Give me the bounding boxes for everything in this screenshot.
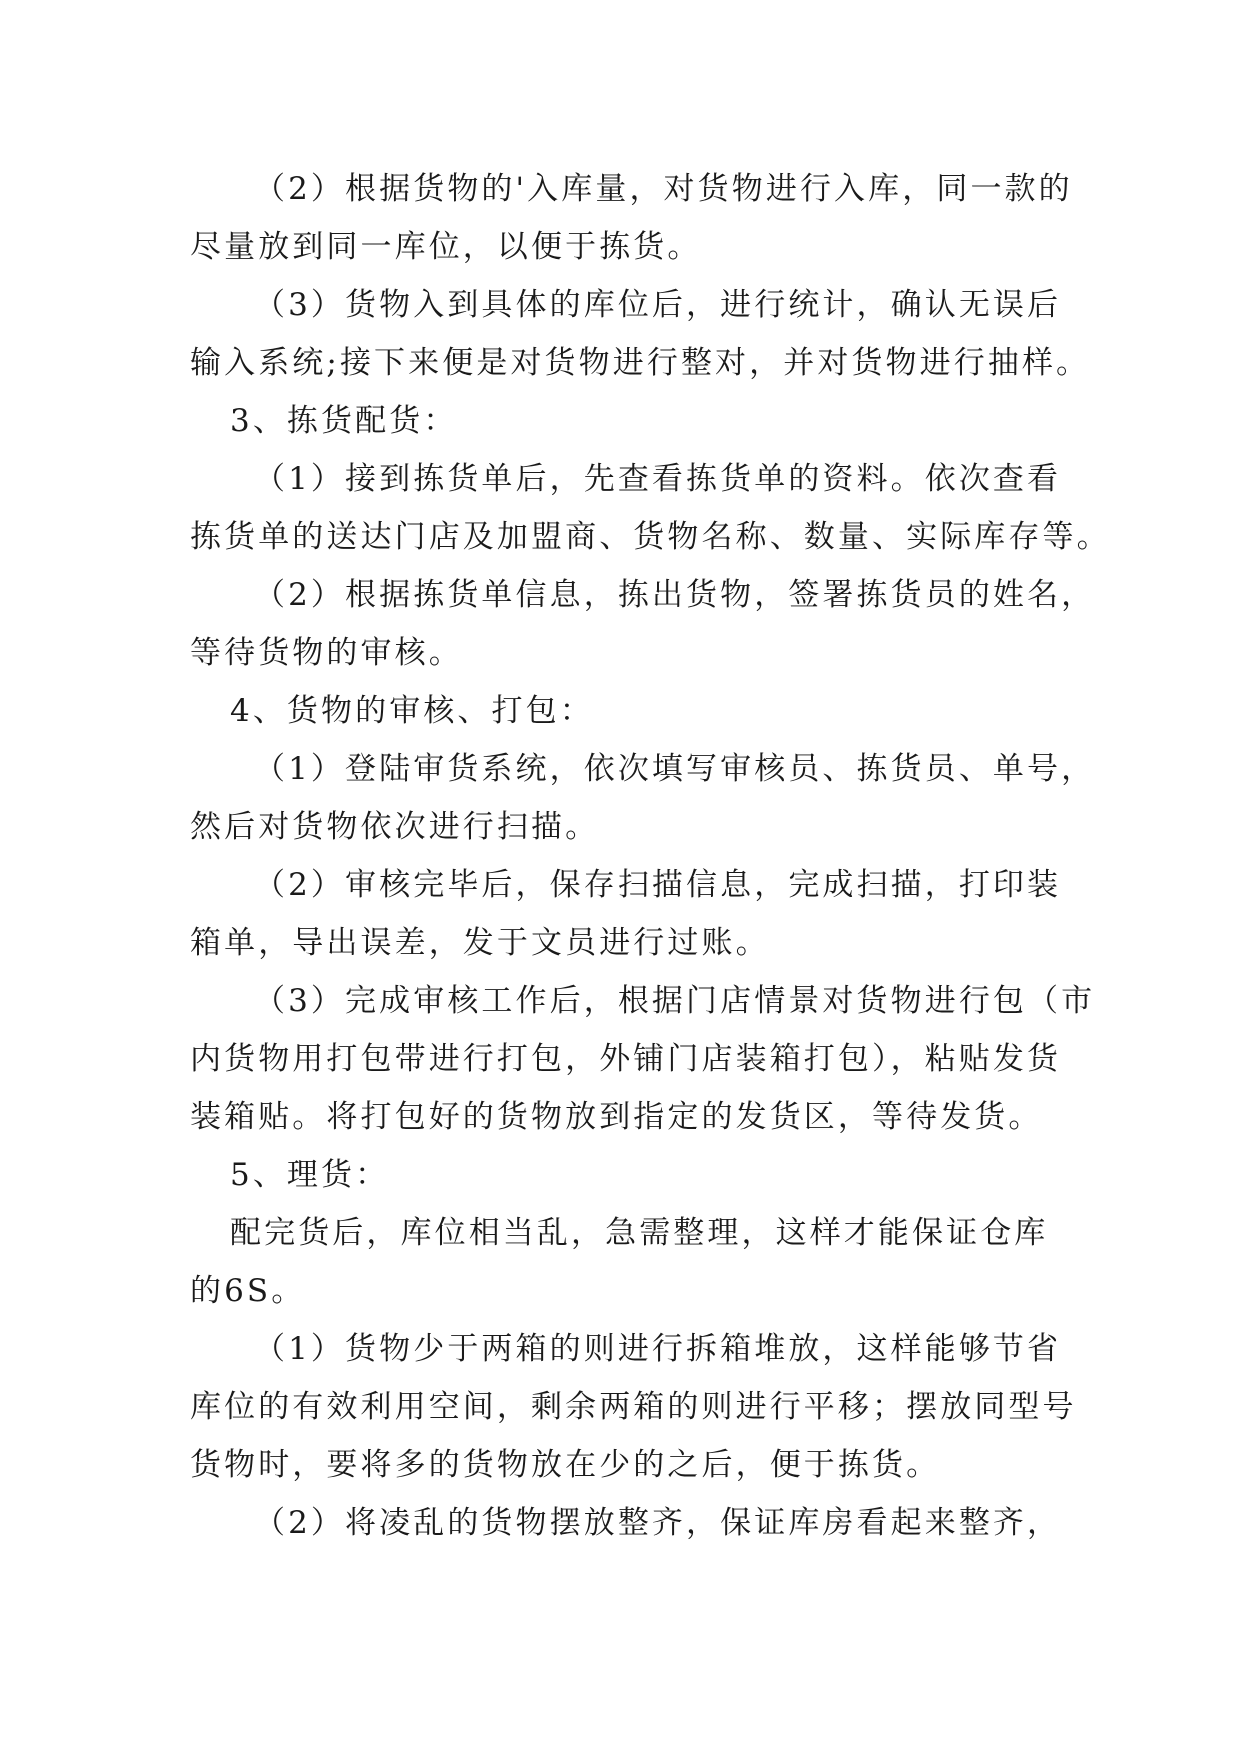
text-line: （2）审核完毕后，保存扫描信息，完成扫描，打印装 (254, 867, 1062, 903)
text-line: （1）接到拣货单后，先查看拣货单的资料。依次查看 (254, 461, 1062, 497)
paragraph (190, 1320, 1077, 1494)
paragraph (190, 276, 1091, 392)
section-heading (190, 682, 1070, 740)
section-heading (190, 392, 1070, 450)
text-line: 配完货后，库位相当乱，急需整理，这样才能保证仓库 (230, 1215, 1049, 1251)
paragraph (190, 856, 1070, 972)
text-line: 拣货单的送达门店及加盟商、货物名称、数量、实际库存等。 (190, 519, 1111, 555)
text-line: 然后对货物依次进行扫描。 (190, 809, 600, 845)
text-line: 5、理货： (230, 1157, 390, 1193)
paragraph (190, 1204, 1070, 1320)
document-page (190, 160, 1111, 1552)
text-line: 尽量放到同一库位，以便于拣货。 (190, 229, 702, 265)
text-line: 3、拣货配货： (230, 403, 458, 439)
text-line: 货物时，要将多的货物放在少的之后，便于拣货。 (190, 1447, 941, 1483)
text-line: 箱单，导出误差，发于文员进行过账。 (190, 925, 770, 961)
text-line: 等待货物的审核。 (190, 635, 463, 671)
text-line: （1）货物少于两箱的则进行拆箱堆放，这样能够节省 (254, 1331, 1062, 1367)
text-line: （3）完成审核工作后，根据门店情景对货物进行包（市 (254, 983, 1096, 1019)
text-line: （3）货物入到具体的库位后，进行统计，确认无误后 (254, 287, 1062, 323)
text-line: （2）根据货物的'入库量，对货物进行入库，同一款的 (254, 171, 1073, 207)
text-line: （2）根据拣货单信息，拣出货物，签署拣货员的姓名， (254, 577, 1096, 613)
paragraph (190, 566, 1096, 682)
paragraph (190, 740, 1096, 856)
text-line: （2）将凌乱的货物摆放整齐，保证库房看起来整齐， (254, 1505, 1062, 1541)
text-line: 内货物用打包带进行打包，外铺门店装箱打包），粘贴发货 (190, 1041, 1062, 1077)
section-heading (190, 1146, 1070, 1204)
text-line: 的6S。 (190, 1273, 306, 1309)
paragraph (190, 450, 1111, 566)
paragraph (190, 1494, 1070, 1552)
text-line: 装箱贴。将打包好的货物放到指定的发货区，等待发货。 (190, 1099, 1043, 1135)
text-line: 库位的有效利用空间，剩余两箱的则进行平移；摆放同型号 (190, 1389, 1077, 1425)
text-line: 4、货物的审核、打包： (230, 693, 594, 729)
text-line: 输入系统;接下来便是对货物进行整对，并对货物进行抽样。 (190, 345, 1091, 381)
text-line: （1）登陆审货系统，依次填写审核员、拣货员、单号， (254, 751, 1096, 787)
paragraph (190, 972, 1096, 1146)
paragraph (190, 160, 1073, 276)
